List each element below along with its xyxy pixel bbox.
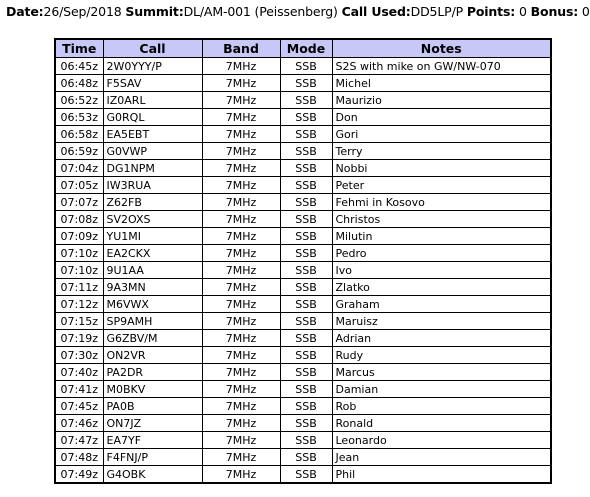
table-row bbox=[55, 262, 551, 279]
cell-notes: Maurizio bbox=[332, 92, 551, 109]
cell-mode: SSB bbox=[280, 194, 332, 211]
column-header-band: Band bbox=[202, 39, 280, 58]
cell-time: 07:30z bbox=[55, 347, 103, 364]
cell-call: 2W0YYY/P bbox=[103, 58, 202, 75]
cell-notes: Rob bbox=[332, 398, 551, 415]
cell-call: F5SAV bbox=[103, 75, 202, 92]
cell-band: 7MHz bbox=[202, 58, 280, 75]
cell-call: M6VWX bbox=[103, 296, 202, 313]
cell-mode: SSB bbox=[280, 126, 332, 143]
cell-time: 07:12z bbox=[55, 296, 103, 313]
cell-band: 7MHz bbox=[202, 92, 280, 109]
cell-band: 7MHz bbox=[202, 75, 280, 92]
cell-time: 07:04z bbox=[55, 160, 103, 177]
cell-notes: Zlatko bbox=[332, 279, 551, 296]
cell-band: 7MHz bbox=[202, 262, 280, 279]
cell-mode: SSB bbox=[280, 381, 332, 398]
cell-call: G4OBK bbox=[103, 466, 202, 484]
date-value: 26/Sep/2018 bbox=[43, 4, 122, 19]
cell-notes: Ivo bbox=[332, 262, 551, 279]
cell-time: 07:47z bbox=[55, 432, 103, 449]
cell-mode: SSB bbox=[280, 296, 332, 313]
cell-notes: Pedro bbox=[332, 245, 551, 262]
cell-notes: Peter bbox=[332, 177, 551, 194]
cell-call: 9A3MN bbox=[103, 279, 202, 296]
table-row bbox=[55, 92, 551, 109]
cell-mode: SSB bbox=[280, 75, 332, 92]
table-row bbox=[55, 296, 551, 313]
cell-mode: SSB bbox=[280, 313, 332, 330]
cell-mode: SSB bbox=[280, 262, 332, 279]
table-row bbox=[55, 126, 551, 143]
cell-band: 7MHz bbox=[202, 398, 280, 415]
cell-band: 7MHz bbox=[202, 313, 280, 330]
cell-mode: SSB bbox=[280, 143, 332, 160]
cell-call: EA7YF bbox=[103, 432, 202, 449]
cell-time: 07:11z bbox=[55, 279, 103, 296]
cell-time: 07:40z bbox=[55, 364, 103, 381]
points-value: 0 bbox=[518, 4, 527, 19]
table-row bbox=[55, 313, 551, 330]
cell-call: 9U1AA bbox=[103, 262, 202, 279]
cell-call: EA5EBT bbox=[103, 126, 202, 143]
cell-mode: SSB bbox=[280, 279, 332, 296]
table-row bbox=[55, 466, 551, 484]
cell-mode: SSB bbox=[280, 432, 332, 449]
cell-notes: Nobbi bbox=[332, 160, 551, 177]
cell-call: Z62FB bbox=[103, 194, 202, 211]
cell-notes: Gori bbox=[332, 126, 551, 143]
cell-mode: SSB bbox=[280, 398, 332, 415]
cell-time: 07:05z bbox=[55, 177, 103, 194]
cell-mode: SSB bbox=[280, 160, 332, 177]
summit-label: Summit: bbox=[125, 4, 184, 19]
table-row bbox=[55, 330, 551, 347]
cell-call: YU1MI bbox=[103, 228, 202, 245]
bonus-value: 0 bbox=[581, 4, 590, 19]
column-header-notes: Notes bbox=[332, 39, 551, 58]
cell-notes: Milutin bbox=[332, 228, 551, 245]
cell-time: 07:09z bbox=[55, 228, 103, 245]
cell-time: 07:46z bbox=[55, 415, 103, 432]
cell-notes: Christos bbox=[332, 211, 551, 228]
cell-band: 7MHz bbox=[202, 432, 280, 449]
cell-mode: SSB bbox=[280, 211, 332, 228]
cell-band: 7MHz bbox=[202, 245, 280, 262]
cell-call: SV2OXS bbox=[103, 211, 202, 228]
cell-band: 7MHz bbox=[202, 279, 280, 296]
cell-notes: Maruisz bbox=[332, 313, 551, 330]
cell-time: 06:48z bbox=[55, 75, 103, 92]
table-row bbox=[55, 381, 551, 398]
table-row bbox=[55, 177, 551, 194]
table-row bbox=[55, 211, 551, 228]
cell-call: G6ZBV/M bbox=[103, 330, 202, 347]
cell-notes: S2S with mike on GW/NW-070 bbox=[332, 58, 551, 75]
table-header-row bbox=[55, 39, 551, 58]
table-row bbox=[55, 347, 551, 364]
cell-time: 07:10z bbox=[55, 262, 103, 279]
cell-call: G0RQL bbox=[103, 109, 202, 126]
cell-band: 7MHz bbox=[202, 381, 280, 398]
cell-time: 06:45z bbox=[55, 58, 103, 75]
table-row bbox=[55, 398, 551, 415]
cell-band: 7MHz bbox=[202, 330, 280, 347]
cell-time: 07:41z bbox=[55, 381, 103, 398]
cell-band: 7MHz bbox=[202, 466, 280, 484]
cell-call: G0VWP bbox=[103, 143, 202, 160]
cell-band: 7MHz bbox=[202, 177, 280, 194]
bonus-label: Bonus: bbox=[530, 4, 579, 19]
cell-mode: SSB bbox=[280, 415, 332, 432]
cell-notes: Michel bbox=[332, 75, 551, 92]
cell-mode: SSB bbox=[280, 245, 332, 262]
cell-time: 07:10z bbox=[55, 245, 103, 262]
cell-call: EA2CKX bbox=[103, 245, 202, 262]
cell-time: 07:48z bbox=[55, 449, 103, 466]
cell-notes: Jean bbox=[332, 449, 551, 466]
table-row bbox=[55, 75, 551, 92]
cell-notes: Marcus bbox=[332, 364, 551, 381]
cell-band: 7MHz bbox=[202, 211, 280, 228]
cell-time: 07:07z bbox=[55, 194, 103, 211]
cell-mode: SSB bbox=[280, 364, 332, 381]
column-header-mode: Mode bbox=[280, 39, 332, 58]
contact-log-body bbox=[55, 58, 551, 484]
table-row bbox=[55, 245, 551, 262]
cell-mode: SSB bbox=[280, 330, 332, 347]
cell-notes: Adrian bbox=[332, 330, 551, 347]
cell-time: 06:53z bbox=[55, 109, 103, 126]
cell-mode: SSB bbox=[280, 92, 332, 109]
cell-band: 7MHz bbox=[202, 143, 280, 160]
cell-band: 7MHz bbox=[202, 364, 280, 381]
cell-band: 7MHz bbox=[202, 228, 280, 245]
table-row bbox=[55, 449, 551, 466]
table-row bbox=[55, 228, 551, 245]
cell-call: F4FNJ/P bbox=[103, 449, 202, 466]
points-label: Points: bbox=[466, 4, 516, 19]
activation-summary bbox=[6, 4, 590, 20]
cell-call: PA2DR bbox=[103, 364, 202, 381]
cell-time: 07:08z bbox=[55, 211, 103, 228]
cell-mode: SSB bbox=[280, 449, 332, 466]
table-row bbox=[55, 432, 551, 449]
cell-call: IZ0ARL bbox=[103, 92, 202, 109]
cell-band: 7MHz bbox=[202, 126, 280, 143]
cell-call: M0BKV bbox=[103, 381, 202, 398]
cell-call: PA0B bbox=[103, 398, 202, 415]
cell-time: 07:19z bbox=[55, 330, 103, 347]
cell-call: DG1NPM bbox=[103, 160, 202, 177]
cell-notes: Terry bbox=[332, 143, 551, 160]
cell-band: 7MHz bbox=[202, 109, 280, 126]
cell-notes: Damian bbox=[332, 381, 551, 398]
table-row bbox=[55, 279, 551, 296]
cell-notes: Fehmi in Kosovo bbox=[332, 194, 551, 211]
table-row bbox=[55, 415, 551, 432]
cell-time: 06:59z bbox=[55, 143, 103, 160]
cell-band: 7MHz bbox=[202, 449, 280, 466]
call-used-value: DD5LP/P bbox=[410, 4, 464, 19]
contact-log-table bbox=[54, 38, 552, 484]
cell-notes: Don bbox=[332, 109, 551, 126]
cell-mode: SSB bbox=[280, 109, 332, 126]
cell-band: 7MHz bbox=[202, 296, 280, 313]
date-label: Date: bbox=[6, 4, 44, 19]
table-row bbox=[55, 109, 551, 126]
table-row bbox=[55, 58, 551, 75]
cell-mode: SSB bbox=[280, 177, 332, 194]
table-row bbox=[55, 364, 551, 381]
cell-time: 07:45z bbox=[55, 398, 103, 415]
cell-call: IW3RUA bbox=[103, 177, 202, 194]
cell-notes: Leonardo bbox=[332, 432, 551, 449]
cell-time: 06:58z bbox=[55, 126, 103, 143]
cell-call: ON7JZ bbox=[103, 415, 202, 432]
cell-band: 7MHz bbox=[202, 415, 280, 432]
cell-band: 7MHz bbox=[202, 194, 280, 211]
table-row bbox=[55, 194, 551, 211]
cell-band: 7MHz bbox=[202, 347, 280, 364]
table-row bbox=[55, 160, 551, 177]
cell-notes: Ronald bbox=[332, 415, 551, 432]
column-header-call: Call bbox=[103, 39, 202, 58]
column-header-time: Time bbox=[55, 39, 103, 58]
summit-value: DL/AM-001 (Peissenberg) bbox=[183, 4, 338, 19]
cell-time: 07:49z bbox=[55, 466, 103, 484]
table-row bbox=[55, 143, 551, 160]
cell-mode: SSB bbox=[280, 228, 332, 245]
cell-mode: SSB bbox=[280, 466, 332, 484]
call-used-label: Call Used: bbox=[341, 4, 411, 19]
cell-notes: Rudy bbox=[332, 347, 551, 364]
cell-call: ON2VR bbox=[103, 347, 202, 364]
cell-notes: Phil bbox=[332, 466, 551, 484]
cell-notes: Graham bbox=[332, 296, 551, 313]
cell-time: 07:15z bbox=[55, 313, 103, 330]
cell-mode: SSB bbox=[280, 347, 332, 364]
cell-time: 06:52z bbox=[55, 92, 103, 109]
cell-band: 7MHz bbox=[202, 160, 280, 177]
cell-mode: SSB bbox=[280, 58, 332, 75]
cell-call: SP9AMH bbox=[103, 313, 202, 330]
